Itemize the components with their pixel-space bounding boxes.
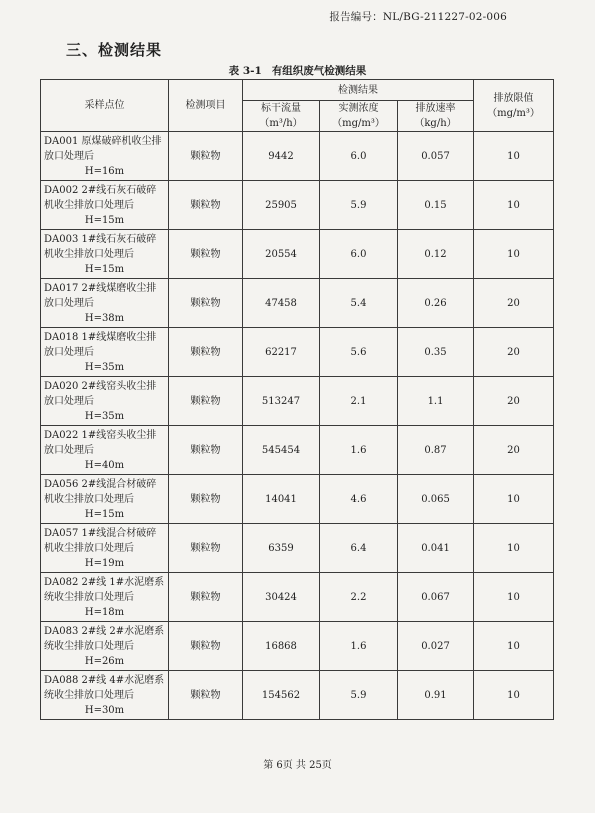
cell-item: 颗粒物	[169, 181, 243, 230]
report-number: 报告编号：NL/BG-211227-02-006	[329, 11, 507, 23]
cell-flow: 6359	[243, 524, 320, 573]
site-name: DA022 1#线窑头收尘排放口处理后	[44, 429, 157, 456]
cell-limit: 10	[474, 671, 554, 720]
table-row	[41, 426, 554, 475]
section-title: 三、检测结果	[66, 41, 163, 59]
header-conc-label: 实测浓度	[338, 103, 379, 114]
cell-flow: 62217	[243, 328, 320, 377]
cell-site	[41, 181, 169, 230]
cell-limit: 20	[474, 377, 554, 426]
cell-flow: 30424	[243, 573, 320, 622]
cell-conc: 5.6	[320, 328, 398, 377]
cell-flow: 513247	[243, 377, 320, 426]
header-results-group: 检测结果	[243, 80, 474, 101]
cell-flow: 545454	[243, 426, 320, 475]
site-height: H=38m	[84, 312, 125, 324]
header-flow	[243, 101, 320, 132]
cell-site	[41, 426, 169, 475]
cell-site	[41, 622, 169, 671]
cell-rate: 0.12	[398, 230, 474, 279]
cell-item: 颗粒物	[169, 279, 243, 328]
table-row	[41, 181, 554, 230]
cell-rate: 0.26	[398, 279, 474, 328]
site-name: DA082 2#线 1#水泥磨系统收尘排放口处理后	[44, 576, 165, 603]
cell-limit: 10	[474, 181, 554, 230]
cell-limit: 10	[474, 230, 554, 279]
site-name: DA020 2#线窑头收尘排放口处理后	[44, 380, 157, 407]
cell-conc: 5.9	[320, 671, 398, 720]
cell-flow: 20554	[243, 230, 320, 279]
table-row	[41, 328, 554, 377]
cell-item: 颗粒物	[169, 524, 243, 573]
site-height: H=40m	[84, 459, 125, 471]
cell-conc: 1.6	[320, 622, 398, 671]
cell-rate: 0.067	[398, 573, 474, 622]
cell-conc: 2.2	[320, 573, 398, 622]
cell-rate: 0.35	[398, 328, 474, 377]
site-name: DA017 2#线煤磨收尘排放口处理后	[44, 282, 157, 309]
cell-conc: 2.1	[320, 377, 398, 426]
site-name: DA002 2#线石灰石破碎机收尘排放口处理后	[44, 184, 157, 211]
table-row	[41, 524, 554, 573]
site-name: DA001 原煤破碎机收尘排放口处理后	[44, 135, 162, 162]
table-caption-text: 有组织废气检测结果	[271, 65, 367, 77]
table-row	[41, 377, 554, 426]
cell-site	[41, 328, 169, 377]
header-conc-unit: （mg/m³）	[332, 118, 385, 129]
cell-site	[41, 475, 169, 524]
site-height: H=18m	[84, 606, 125, 618]
cell-flow: 16868	[243, 622, 320, 671]
cell-rate: 0.87	[398, 426, 474, 475]
cell-rate: 0.057	[398, 132, 474, 181]
cell-flow: 14041	[243, 475, 320, 524]
cell-item: 颗粒物	[169, 230, 243, 279]
cell-item: 颗粒物	[169, 426, 243, 475]
table-row	[41, 671, 554, 720]
cell-limit: 10	[474, 573, 554, 622]
cell-item: 颗粒物	[169, 622, 243, 671]
cell-conc: 5.4	[320, 279, 398, 328]
cell-item: 颗粒物	[169, 573, 243, 622]
page-footer: 第 6页 共 25页	[263, 760, 332, 771]
cell-limit: 20	[474, 328, 554, 377]
cell-rate: 0.041	[398, 524, 474, 573]
cell-item: 颗粒物	[169, 328, 243, 377]
table-caption-number: 表 3-1	[228, 65, 262, 77]
header-rate-unit: （kg/h）	[414, 118, 457, 129]
cell-site	[41, 279, 169, 328]
table-row	[41, 573, 554, 622]
cell-site	[41, 524, 169, 573]
cell-site	[41, 230, 169, 279]
cell-flow: 25905	[243, 181, 320, 230]
cell-limit: 20	[474, 426, 554, 475]
site-height: H=35m	[84, 410, 125, 422]
cell-flow: 154562	[243, 671, 320, 720]
header-item: 检测项目	[169, 80, 243, 132]
site-height: H=35m	[84, 361, 125, 373]
site-name: DA003 1#线石灰石破碎机收尘排放口处理后	[44, 233, 157, 260]
cell-limit: 10	[474, 132, 554, 181]
cell-conc: 1.6	[320, 426, 398, 475]
table-row	[41, 279, 554, 328]
cell-conc: 6.0	[320, 230, 398, 279]
cell-conc: 5.9	[320, 181, 398, 230]
site-name: DA083 2#线 2#水泥磨系统收尘排放口处理后	[44, 625, 165, 652]
cell-conc: 6.0	[320, 132, 398, 181]
header-limit-label: 排放限值	[493, 92, 534, 104]
cell-site	[41, 573, 169, 622]
cell-site	[41, 671, 169, 720]
header-limit	[474, 80, 554, 132]
cell-limit: 10	[474, 475, 554, 524]
site-height: H=30m	[84, 704, 125, 716]
table-row	[41, 622, 554, 671]
cell-conc: 6.4	[320, 524, 398, 573]
cell-limit: 10	[474, 622, 554, 671]
site-height: H=16m	[84, 165, 125, 177]
cell-rate: 1.1	[398, 377, 474, 426]
cell-rate: 0.065	[398, 475, 474, 524]
header-rate	[398, 101, 474, 132]
cell-item: 颗粒物	[169, 132, 243, 181]
table-row	[41, 475, 554, 524]
header-flow-unit: （m³/h）	[259, 118, 303, 129]
site-height: H=15m	[84, 214, 125, 226]
header-flow-label: 标干流量	[261, 103, 301, 114]
cell-item: 颗粒物	[169, 475, 243, 524]
header-rate-label: 排放速率	[415, 103, 456, 114]
results-table	[40, 79, 554, 720]
cell-rate: 0.15	[398, 181, 474, 230]
site-height: H=15m	[84, 263, 125, 275]
site-height: H=26m	[84, 655, 125, 667]
site-height: H=19m	[84, 557, 125, 569]
site-name: DA018 1#线煤磨收尘排放口处理后	[44, 331, 157, 358]
cell-flow: 47458	[243, 279, 320, 328]
cell-item: 颗粒物	[169, 377, 243, 426]
cell-limit: 10	[474, 524, 554, 573]
site-height: H=15m	[84, 508, 125, 520]
site-name: DA088 2#线 4#水泥磨系统收尘排放口处理后	[44, 674, 165, 701]
table-caption	[0, 63, 595, 78]
table-row	[41, 230, 554, 279]
site-name: DA056 2#线混合材破碎机收尘排放口处理后	[44, 478, 157, 505]
cell-rate: 0.91	[398, 671, 474, 720]
header-conc	[320, 101, 398, 132]
cell-site	[41, 377, 169, 426]
header-site: 采样点位	[41, 80, 169, 132]
header-limit-unit: （mg/m³）	[487, 107, 540, 119]
table-row	[41, 132, 554, 181]
cell-item: 颗粒物	[169, 671, 243, 720]
site-name: DA057 1#线混合材破碎机收尘排放口处理后	[44, 527, 157, 554]
cell-flow: 9442	[243, 132, 320, 181]
cell-site	[41, 132, 169, 181]
cell-rate: 0.027	[398, 622, 474, 671]
cell-limit: 20	[474, 279, 554, 328]
cell-conc: 4.6	[320, 475, 398, 524]
